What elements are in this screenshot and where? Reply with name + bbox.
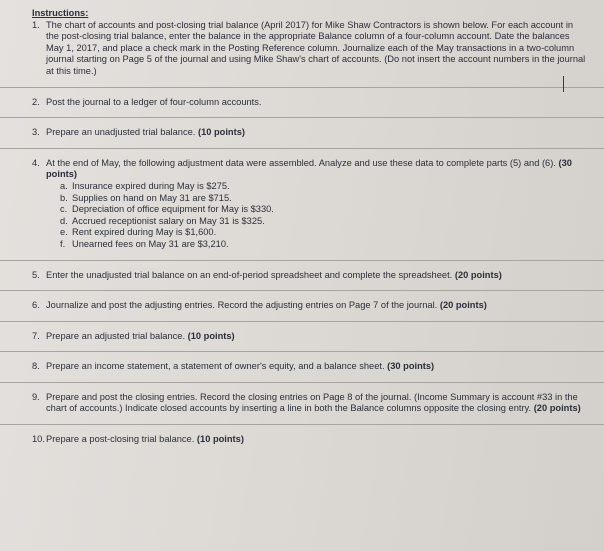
instruction-item-3 bbox=[32, 127, 588, 139]
item-number: 5. bbox=[32, 269, 40, 280]
divider bbox=[0, 290, 604, 291]
instruction-item-7 bbox=[32, 331, 588, 343]
instruction-item-4 bbox=[32, 158, 588, 181]
instruction-item-9 bbox=[32, 392, 588, 415]
item-points: (30 points) bbox=[46, 157, 572, 180]
instruction-item-2 bbox=[32, 97, 588, 109]
text-cursor bbox=[563, 76, 564, 92]
item-points: (20 points) bbox=[454, 269, 502, 280]
item-number: 4. bbox=[32, 157, 40, 168]
item-number: 10. bbox=[32, 434, 45, 445]
adjustment-item bbox=[60, 193, 588, 205]
item-number: 8. bbox=[32, 361, 40, 372]
instruction-item-8 bbox=[32, 361, 588, 373]
item-text: The chart of accounts and post-closing trial balance (April 2017) for Mike Shaw Contractors is shown below. For each account in the post-closing trial balance, enter the balance in the appropriate Balance column of a four-column account. Date the balances May 1, 2017, and place a check mark in the Posting Reference column. Journalize each of the May transactions in a two-column journal starting on Page 5 of the journal and using Mike Shaw's chart of accounts. (Do not insert the account numbers in the journal at this time.) bbox=[46, 19, 586, 76]
item-text: Journalize and post the adjusting entries. Record the adjusting entries on Page 7 of the journal. bbox=[46, 300, 438, 311]
instruction-item-10 bbox=[32, 434, 588, 446]
adjustment-letter: e. bbox=[60, 227, 68, 238]
item-number: 7. bbox=[32, 330, 40, 341]
item-number: 1. bbox=[32, 19, 40, 30]
item-text: Prepare an unadjusted trial balance. bbox=[46, 127, 196, 138]
item-text: Post the journal to a ledger of four-column accounts. bbox=[46, 96, 262, 107]
item-number: 9. bbox=[32, 391, 40, 402]
item-text: At the end of May, the following adjustment data were assembled. Analyze and use these data to complete parts (5) and (6). bbox=[46, 157, 556, 168]
divider bbox=[0, 87, 604, 88]
adjustment-item bbox=[60, 204, 588, 216]
adjustment-item bbox=[60, 239, 588, 251]
item-points: (30 points) bbox=[387, 361, 435, 372]
adjustment-letter: b. bbox=[60, 192, 68, 203]
divider bbox=[0, 117, 604, 118]
adjustment-text: Insurance expired during May is $275. bbox=[72, 180, 230, 191]
adjustment-text: Supplies on hand on May 31 are $715. bbox=[72, 192, 232, 203]
divider bbox=[0, 351, 604, 352]
instruction-item-6 bbox=[32, 300, 588, 312]
item-text: Prepare an adjusted trial balance. bbox=[46, 330, 186, 341]
item-text: Prepare and post the closing entries. Record the closing entries on Page 8 of the journal. (Income Summary is account #33 in the chart of accounts.) Indicate closed accounts by inserting a line in both the Balance columns opposite the closing entry. bbox=[46, 391, 578, 414]
divider bbox=[0, 260, 604, 261]
instructions-block bbox=[32, 8, 588, 446]
adjustment-text: Rent expired during May is $1,600. bbox=[72, 227, 217, 238]
adjustment-letter: a. bbox=[60, 180, 68, 191]
item-points: (10 points) bbox=[197, 127, 245, 138]
adjustment-letter: c. bbox=[60, 204, 68, 215]
item-points: (20 points) bbox=[439, 300, 487, 311]
adjustment-item bbox=[60, 181, 588, 193]
adjustment-text: Unearned fees on May 31 are $3,210. bbox=[72, 238, 229, 249]
item-points: (20 points) bbox=[533, 403, 581, 414]
adjustment-item bbox=[60, 216, 588, 228]
item-text: Prepare an income statement, a statement of owner's equity, and a balance sheet. bbox=[46, 361, 385, 372]
item-points: (10 points) bbox=[187, 330, 235, 341]
item-number: 2. bbox=[32, 96, 40, 107]
adjustment-text: Depreciation of office equipment for May is $330. bbox=[72, 204, 274, 215]
item-text: Prepare a post-closing trial balance. bbox=[46, 434, 195, 445]
adjustment-list bbox=[32, 181, 588, 251]
divider bbox=[0, 424, 604, 425]
adjustment-text: Accrued receptionist salary on May 31 is $325. bbox=[72, 215, 265, 226]
adjustment-letter: d. bbox=[60, 215, 68, 226]
adjustment-item bbox=[60, 227, 588, 239]
divider bbox=[0, 148, 604, 149]
item-points: (10 points) bbox=[196, 434, 244, 445]
item-text: Enter the unadjusted trial balance on an end-of-period spreadsheet and complete the spreadsheet. bbox=[46, 269, 453, 280]
instructions-heading: Instructions: bbox=[32, 8, 89, 18]
instruction-item-5 bbox=[32, 270, 588, 282]
instruction-item-1 bbox=[32, 20, 588, 78]
divider bbox=[0, 382, 604, 383]
item-number: 3. bbox=[32, 127, 40, 138]
divider bbox=[0, 321, 604, 322]
item-number: 6. bbox=[32, 300, 40, 311]
adjustment-letter: f. bbox=[60, 238, 66, 249]
